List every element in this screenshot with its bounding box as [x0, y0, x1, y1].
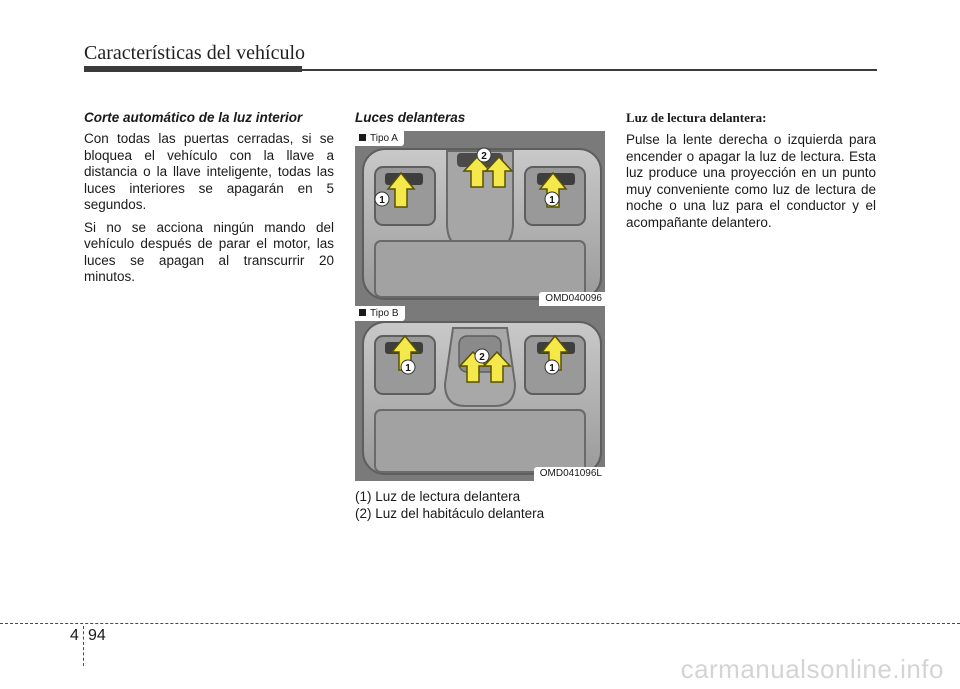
figure-b-code: OMD041096L	[534, 467, 605, 481]
figure-tipo-b	[355, 306, 605, 481]
header-rule-thin	[302, 69, 877, 71]
front-lights-heading: Luces delanteras	[355, 110, 466, 125]
chapter-number: 4	[70, 627, 79, 644]
page-number: 94	[88, 627, 106, 644]
tipo-b-label	[355, 306, 405, 321]
footer-dashed-rule	[0, 623, 960, 624]
callout-left: 1	[379, 195, 385, 206]
caption-1: (1) Luz de lectura delantera	[355, 489, 521, 504]
figure-tipo-a	[355, 131, 605, 306]
auto-off-heading: Corte automático de la luz interior	[84, 110, 303, 125]
reading-light-heading: Luz de lectura delantera:	[626, 110, 767, 125]
callout-left: 1	[405, 363, 411, 374]
middle-column	[355, 110, 605, 522]
left-column	[84, 110, 334, 292]
square-bullet-icon	[359, 134, 366, 141]
footer-divider	[83, 626, 84, 666]
figure-a-code: OMD040096	[539, 292, 605, 306]
auto-off-paragraph-2: Si no se acciona ningún mando del vehículo después de parar el motor, las luces se apagan al transcurrir 20 minutos.	[84, 219, 334, 284]
caption-2: (2) Luz del habitáculo delantera	[355, 506, 545, 521]
reading-light-paragraph: Pulse la lente derecha o izquierda para encender o apagar la luz de lectura. Esta luz produce una proyección en un punto muy conveniente como luz de lectura de noche o una luz para el conductor y el acompañante delantero.	[626, 132, 876, 230]
callout-center: 2	[479, 352, 485, 363]
header-title: Características del vehículo	[84, 42, 306, 64]
watermark: carmanualsonline.info	[680, 654, 944, 684]
square-bullet-icon	[359, 309, 366, 316]
auto-off-paragraph-1: Con todas las puertas cerradas, si se bloquea el vehículo con la llave a distancia o la llave inteligente, todas las luces interiores se apagarán en 5 segundos.	[84, 131, 334, 212]
header-rule-thick	[84, 66, 302, 72]
callout-center: 2	[481, 151, 487, 162]
sunglass-holder	[375, 241, 585, 297]
right-column	[626, 110, 876, 237]
callout-right: 1	[549, 363, 555, 374]
overhead-console-illustration-a	[355, 131, 605, 306]
tipo-a-label	[355, 131, 404, 146]
tipo-a-text: Tipo A	[370, 133, 398, 144]
callout-right: 1	[549, 195, 555, 206]
overhead-console-illustration-b	[355, 306, 605, 481]
figure-captions	[355, 488, 605, 522]
sunglass-holder	[375, 410, 585, 472]
tipo-b-text: Tipo B	[370, 308, 399, 319]
